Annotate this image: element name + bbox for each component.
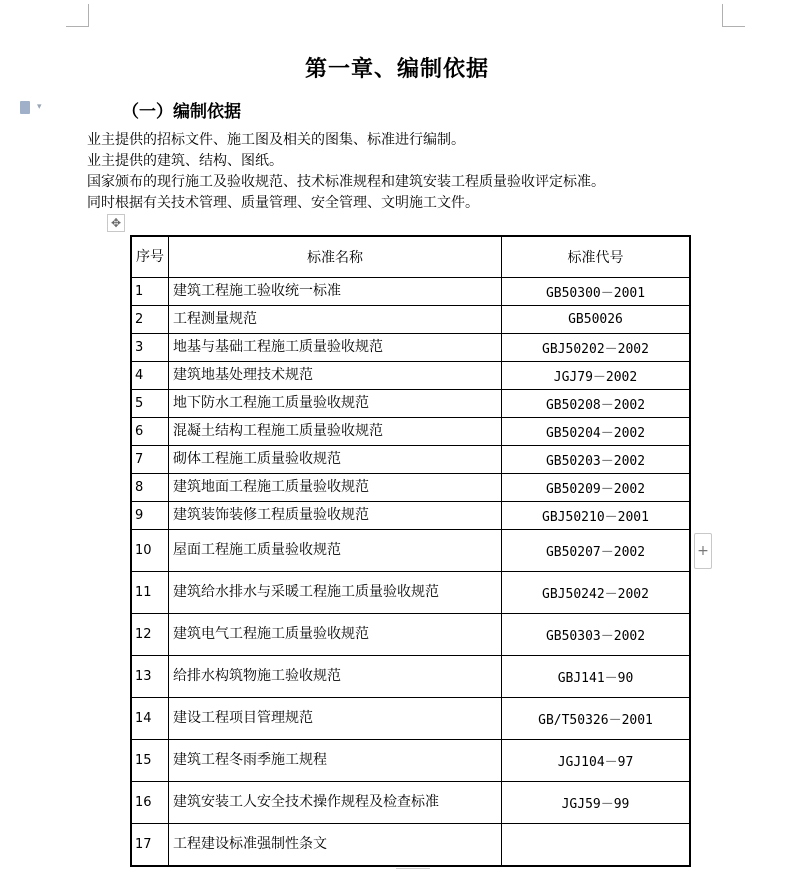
row-name: 建设工程项目管理规范 bbox=[169, 698, 502, 740]
table-header-row bbox=[131, 236, 690, 278]
table-row bbox=[131, 740, 690, 782]
row-code: GB50026 bbox=[502, 306, 691, 334]
row-code: GB50207－2002 bbox=[502, 530, 691, 572]
row-name: 混凝土结构工程施工质量验收规范 bbox=[169, 418, 502, 446]
row-no: 17 bbox=[131, 824, 169, 867]
page-divider bbox=[396, 868, 430, 879]
row-no: 10 bbox=[131, 530, 169, 572]
row-name: 建筑装饰装修工程质量验收规范 bbox=[169, 502, 502, 530]
row-no: 15 bbox=[131, 740, 169, 782]
row-code: GB50300－2001 bbox=[502, 278, 691, 306]
row-code: GBJ50210－2001 bbox=[502, 502, 691, 530]
row-no: 6 bbox=[131, 418, 169, 446]
row-name: 建筑工程冬雨季施工规程 bbox=[169, 740, 502, 782]
paragraph: 业主提供的招标文件、施工图及相关的图集、标准进行编制。 bbox=[87, 132, 465, 148]
row-no: 12 bbox=[131, 614, 169, 656]
row-code: GB50208－2002 bbox=[502, 390, 691, 418]
row-code: GBJ141－90 bbox=[502, 656, 691, 698]
row-no: 7 bbox=[131, 446, 169, 474]
table-row bbox=[131, 474, 690, 502]
table-row bbox=[131, 824, 690, 867]
row-no: 14 bbox=[131, 698, 169, 740]
row-name: 砌体工程施工质量验收规范 bbox=[169, 446, 502, 474]
paragraph: 业主提供的建筑、结构、图纸。 bbox=[87, 153, 283, 169]
standards-table bbox=[130, 235, 691, 867]
row-no: 4 bbox=[131, 362, 169, 390]
document-icon[interactable] bbox=[20, 100, 52, 116]
row-no: 3 bbox=[131, 334, 169, 362]
row-name: 地基与基础工程施工质量验收规范 bbox=[169, 334, 502, 362]
row-name: 建筑地基处理技术规范 bbox=[169, 362, 502, 390]
row-code: GB50303－2002 bbox=[502, 614, 691, 656]
row-name: 建筑工程施工验收统一标准 bbox=[169, 278, 502, 306]
row-name: 工程建设标准强制性条文 bbox=[169, 824, 502, 867]
row-code: GB/T50326－2001 bbox=[502, 698, 691, 740]
page-corner-mark bbox=[722, 4, 745, 27]
section-heading: （一）编制依据 bbox=[122, 102, 241, 122]
table-row bbox=[131, 446, 690, 474]
row-no: 9 bbox=[131, 502, 169, 530]
row-no: 11 bbox=[131, 572, 169, 614]
table-row bbox=[131, 782, 690, 824]
row-code: JGJ59－99 bbox=[502, 782, 691, 824]
table-row bbox=[131, 306, 690, 334]
header-code: 标准代号 bbox=[502, 236, 691, 278]
table-row bbox=[131, 334, 690, 362]
row-no: 8 bbox=[131, 474, 169, 502]
table-row bbox=[131, 502, 690, 530]
table-row bbox=[131, 390, 690, 418]
row-name: 建筑地面工程施工质量验收规范 bbox=[169, 474, 502, 502]
plus-icon[interactable]: + bbox=[694, 533, 712, 569]
paragraph: 国家颁布的现行施工及验收规范、技术标准规程和建筑安装工程质量验收评定标准。 bbox=[87, 174, 605, 190]
row-name: 工程测量规范 bbox=[169, 306, 502, 334]
row-code: JGJ104－97 bbox=[502, 740, 691, 782]
row-name: 屋面工程施工质量验收规范 bbox=[169, 530, 502, 572]
table-row bbox=[131, 656, 690, 698]
header-name: 标准名称 bbox=[169, 236, 502, 278]
row-code: GB50204－2002 bbox=[502, 418, 691, 446]
row-no: 5 bbox=[131, 390, 169, 418]
row-name: 建筑给水排水与采暖工程施工质量验收规范 bbox=[169, 572, 502, 614]
table-row bbox=[131, 698, 690, 740]
row-code bbox=[502, 824, 691, 867]
document-sheet-icon bbox=[20, 101, 30, 114]
row-code: GB50203－2002 bbox=[502, 446, 691, 474]
header-no: 序号 bbox=[131, 236, 169, 278]
row-code: GBJ50202－2002 bbox=[502, 334, 691, 362]
move-icon[interactable]: ✥ bbox=[107, 214, 125, 232]
paragraph: 同时根据有关技术管理、质量管理、安全管理、文明施工文件。 bbox=[87, 195, 479, 211]
page-corner-mark bbox=[66, 4, 89, 27]
row-code: JGJ79－2002 bbox=[502, 362, 691, 390]
table-row bbox=[131, 362, 690, 390]
table-row bbox=[131, 278, 690, 306]
row-name: 建筑安装工人安全技术操作规程及检查标准 bbox=[169, 782, 502, 824]
row-no: 16 bbox=[131, 782, 169, 824]
row-code: GB50209－2002 bbox=[502, 474, 691, 502]
table-row bbox=[131, 572, 690, 614]
page-title: 第一章、编制依据 bbox=[304, 56, 489, 82]
table-row bbox=[131, 614, 690, 656]
row-no: 1 bbox=[131, 278, 169, 306]
row-no: 2 bbox=[131, 306, 169, 334]
row-code: GBJ50242－2002 bbox=[502, 572, 691, 614]
row-no: 13 bbox=[131, 656, 169, 698]
row-name: 给排水构筑物施工验收规范 bbox=[169, 656, 502, 698]
table-row bbox=[131, 418, 690, 446]
row-name: 地下防水工程施工质量验收规范 bbox=[169, 390, 502, 418]
table-row bbox=[131, 530, 690, 572]
chevron-down-icon: ▾ bbox=[37, 102, 42, 112]
row-name: 建筑电气工程施工质量验收规范 bbox=[169, 614, 502, 656]
